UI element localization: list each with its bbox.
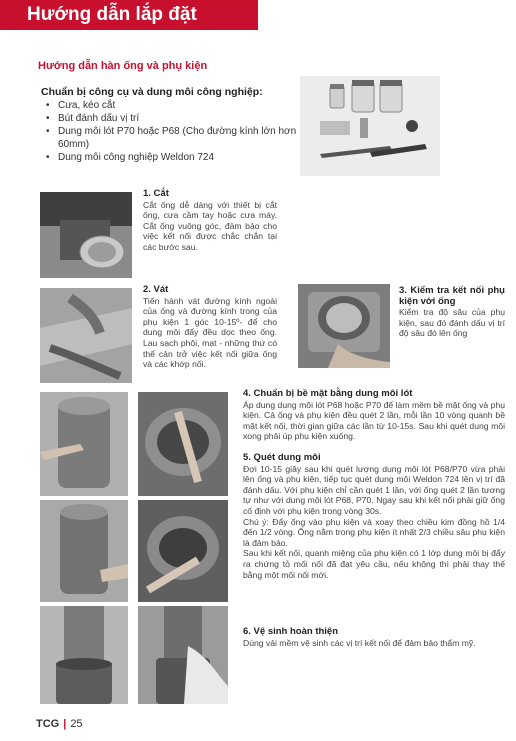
tools-list-item: • Dung môi công nghiệp Weldon 724 (48, 151, 298, 164)
page-footer (36, 718, 83, 730)
check-step-photo (298, 284, 390, 368)
tools-photo (300, 76, 440, 176)
cement-fitting-photo (138, 500, 228, 602)
bevel-step-title: 2. Vát (143, 284, 169, 295)
tools-list-item: • Cưa, kéo cắt (48, 99, 298, 112)
clean-step-title: 6. Vệ sinh hoàn thiện (243, 626, 339, 637)
primer-pipe-photo (40, 392, 128, 496)
clean-step-text: Dùng vải mềm vệ sinh các vị trí kết nối để đảm bảo thẩm mỹ. (243, 637, 476, 648)
cement-pipe-photo (40, 500, 128, 602)
tools-list-item: • Bút đánh dấu vị trí (48, 112, 298, 125)
cut-step-text: Cắt ống dễ dàng với thiết bị cắt ống, cưa cầm tay hoặc cưa máy. Cắt ống vuông góc, đảm bảo cho việc kết nối được chắc chắn tại các bước sau. (143, 199, 277, 252)
cut-step (143, 189, 277, 253)
cut-step-title: 1. Cắt (143, 188, 169, 199)
cement-step-title: 5. Quét dung môi (243, 452, 321, 463)
primer-fitting-photo (138, 392, 228, 496)
footer-separator: | (63, 718, 67, 730)
cut-step-photo (40, 192, 132, 278)
cement-step-result: Sau khi kết nối, quanh miệng của phụ kiện có 1 lớp dung môi bị đẩy ra chứng tỏ mối nối đã đạt yêu cầu, nếu không thì phải thay thế bằng một mối nối mới. (243, 548, 505, 580)
clean-photo (138, 606, 228, 704)
cement-step-text: Đợi 10-15 giây sau khi quét lượng dung môi lót P68/P70 vừa phải lên ống và phụ kiện, tiếp tục quét dung môi Weldon 724 lên vị trí đã đánh dấu. Với phụ kiện chỉ cần quét 1 lần, với ống quét 2 lần tương tự như với dung môi lót P68, P70. Ngay sau khi kết nối phải giữ ống cố định với phụ kiện trong vòng 30s. (243, 463, 505, 516)
tools-heading: Chuẩn bị công cụ và dung môi công nghiệp: (41, 86, 263, 98)
bevel-step (143, 285, 277, 370)
check-step-title: 3. Kiểm tra kết nối phụ kiện với ống (399, 285, 505, 307)
primer-step (243, 389, 505, 442)
page-number: 25 (70, 718, 83, 730)
page-title: Hướng dẫn lắp đặt (27, 4, 197, 25)
tools-list-item: • Dung môi lót P70 hoặc P68 (Cho đường kính lớn hơn 60mm) (48, 125, 298, 151)
check-step-text: Kiểm tra độ sâu của phụ kiện, sau đó đánh dấu vị trí độ sâu đó lên ống (399, 307, 505, 339)
section-title: Hướng dẫn hàn ống và phụ kiện (38, 60, 208, 72)
tools-list (38, 99, 298, 164)
brand-name: TCG (36, 718, 60, 730)
bevel-step-text: Tiến hành vát đường kính ngoài của ống và đường kính trong của phụ kiện 1 góc 10-15º- để cho dung môi đẩy đều dọc theo ống. Lau sạch phôi, mạt - những thứ có thể cản trở việc kết nối giữa ống và các khớp nối. (143, 295, 277, 370)
cement-step (243, 453, 505, 580)
bevel-step-photo (40, 288, 132, 383)
joint-photo (40, 606, 128, 704)
check-step (399, 286, 505, 339)
cement-step-note: Chú ý: Đẩy ống vào phụ kiện và xoay theo chiều kim đồng hồ 1/4 đến 1/2 vòng. Ống nằm trong phụ kiện ít nhất 2/3 chiều sâu phụ kiện là đảm bảo. (243, 516, 505, 548)
clean-step (243, 627, 505, 648)
primer-step-text: Áp dung dung môi lót P68 hoặc P70 để làm mềm bề mặt ống và phụ kiện. Cả ống và phụ kiện đều quét 2 lần, mỗi lần 10 vòng quanh bề mặt kết nối, thời gian giữa các lần từ 10-15s. Sau khi quét dung môi xong phải úp phụ kiện xuống. (243, 399, 505, 442)
primer-step-title: 4. Chuẩn bị bề mặt bằng dung môi lót (243, 388, 413, 399)
